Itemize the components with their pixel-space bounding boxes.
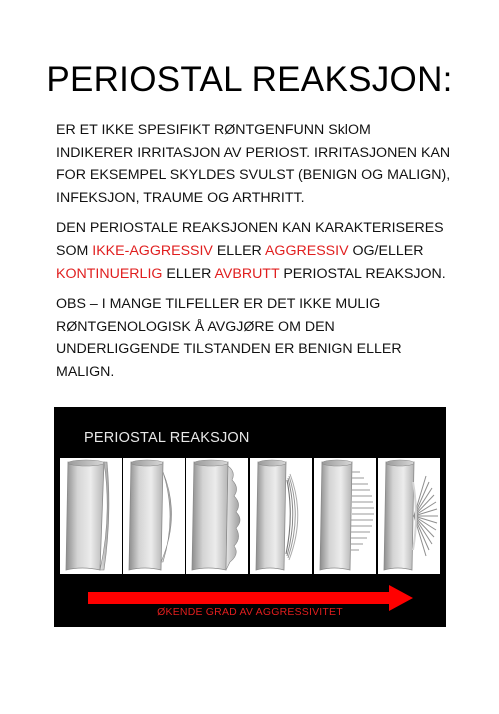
paragraph-definition: ER ET IKKE SPESIFIKT RØNTGENFUNN SklOM INDIKERER IRRITASJON AV PERIOST. IRRITASJONEN KAN FOR EKSEMPEL SKYLDES SVULST (BENIGN OG MALIGN), INFEKSJON, TRAUME OG ARTHRITT. [56, 122, 451, 206]
paragraph-note: OBS – I MANGE TILFELLER ER DET IKKE MULIG RØNTGENOLOGISK Å AVGJØRE OM DEN UNDERLIGGENDE TILSTANDEN ER BENIGN ELLER MALIGN. [56, 296, 402, 380]
highlight-aggressive: AGGRESSIV [264, 242, 349, 259]
spiculated-hair-on-end-reaction-icon [314, 458, 376, 574]
solid-smooth-reaction-icon [60, 458, 122, 574]
text-segment: DEN PERIOSTALE REAKSJONEN KAN KARAKTERISERES SOM [56, 220, 444, 259]
irregular-wavy-reaction-icon [186, 458, 248, 574]
sunburst-reaction-icon [378, 458, 440, 574]
text-segment: ELLER [212, 242, 265, 259]
text-segment: ELLER [162, 265, 215, 282]
thick-lobulated-reaction-icon [123, 458, 185, 574]
figure-caption: ØKENDE GRAD AV AGGRESSIVITET [157, 606, 343, 618]
page-title: PERIOSTAL REAKSJON: [46, 60, 453, 99]
text-segment: OG/ELLER [348, 242, 424, 259]
highlight-interrupted: AVBRUTT [214, 265, 280, 282]
reaction-panels [60, 458, 440, 574]
highlight-non-aggressive: IKKE-AGGRESSIV [92, 242, 213, 259]
body-text [56, 119, 451, 392]
figure-title: PERIOSTAL REAKSJON [84, 430, 250, 446]
highlight-continuous: KONTINUERLIG [56, 265, 163, 282]
lamellated-onion-skin-reaction-icon [250, 458, 312, 574]
paragraph-characterization [56, 217, 451, 285]
periosteal-reaction-figure [54, 407, 446, 627]
text-segment: PERIOSTAL REAKSJON. [279, 265, 446, 282]
